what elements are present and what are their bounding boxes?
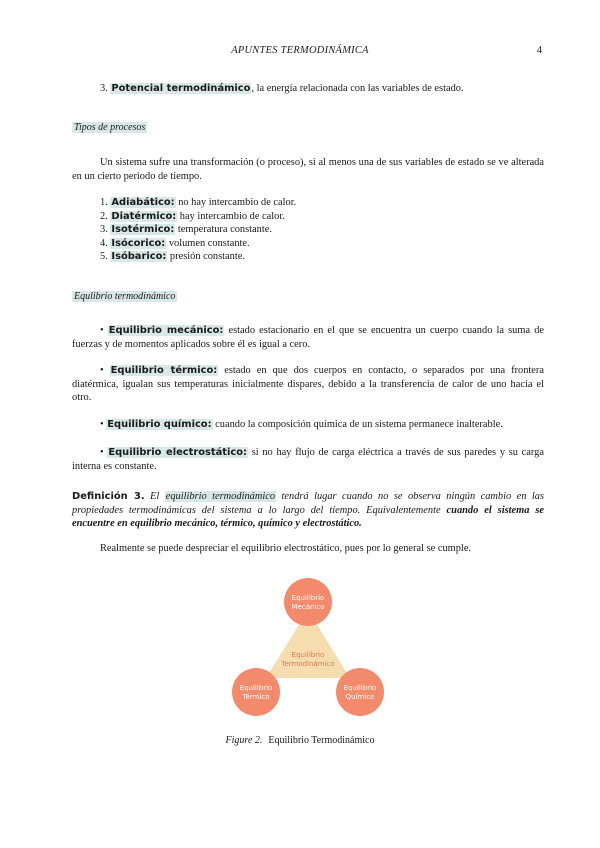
equilibrium-thermal: • Equilibrio térmico: estado en que dos cuerpos en contacto, o separados por una frontera diatérmica, igualan sus temperaturas inicialmente dispares, debido a la transferencia de calor de uno hacia el otro.: [72, 365, 544, 404]
label-center-2: Termodinámico: [281, 660, 335, 668]
item-text: , la energía relacionada con las variables de estado.: [251, 83, 464, 94]
equilibrium-chemical: • Equilibrio químico: cuando la composición química de un sistema permanece inalterable.: [100, 419, 503, 430]
list-item: 2. Diatérmico: hay intercambio de calor.: [100, 210, 285, 222]
label-mechanical-2: Mecánico: [291, 603, 325, 611]
definition-term: equilibrio termodinámico: [165, 491, 276, 502]
label-chemical-2: Químico: [345, 693, 375, 701]
list-item: 5. Isóbarico: presión constante.: [100, 251, 245, 263]
section-heading-equilibrium: [72, 290, 544, 304]
item-potencial: [72, 82, 544, 96]
definition-emphasis: cuando el sistema se encuentre en equilibrio mecánico, térmico, químico y electrostático.: [72, 504, 545, 530]
process-list: [72, 196, 544, 264]
paragraph-transformation: Un sistema sufre una transformación (o proceso), si al menos una de sus variables de estado se ve alterada en un cierto periodo de tiempo.: [72, 157, 544, 182]
page-number: 4: [536, 45, 542, 56]
item-term: Potencial termodinámico: [111, 83, 251, 94]
circle-thermal: [232, 668, 280, 716]
caption-text: Equilibrio Termodinámico: [268, 735, 375, 746]
figure-caption: [0, 734, 600, 748]
definition-3: Definición 3. El equilibrio termodinámico tendrá lugar cuando no se observa ningún cambio en las propiedades termodinámicas del sistema a lo largo del tiempo. Equivalentemente cuando el sistema se encuentre en equilibrio mecánico, térmico, químico y electrostático.: [72, 491, 545, 530]
label-center-1: Equilibrio: [291, 651, 325, 659]
circle-chemical: [336, 668, 384, 716]
caption-label: Figure 2.: [225, 735, 263, 746]
label-mechanical-1: Equilibrio: [291, 594, 325, 602]
section-title: Equlibrio termodinámico: [74, 291, 176, 302]
list-item: 4. Isócorico: volumen constante.: [100, 237, 250, 249]
equilibrium-mechanical: • Equilibrio mecánico: estado estacionario en el que se encuentra un cuerpo cuando la suma de fuerzas y de momentos aplicados sobre él es igual a cero.: [72, 325, 545, 350]
section-heading-processes: [72, 121, 544, 135]
paragraph-electrostatic-note: Realmente se puede despreciar el equilibrio electrostático, pues por lo general se cumple.: [100, 543, 472, 554]
label-thermal-2: Térmico: [242, 693, 270, 701]
circle-mechanical: [284, 578, 332, 626]
equilibrium-diagram: [228, 574, 388, 722]
list-item: 1. Adiabático: no hay intercambio de calor.: [100, 197, 297, 208]
label-chemical-1: Equilibrio: [343, 684, 377, 692]
equilibrium-electrostatic: • Equilibrio electrostático: si no hay flujo de carga eléctrica a través de sus paredes y su carga interna es constante.: [72, 447, 544, 472]
item-number: 3.: [100, 83, 108, 94]
label-thermal-1: Equilibrio: [239, 684, 273, 692]
running-header-title: APUNTES TERMODINÁMICA: [231, 45, 369, 56]
list-item: 3. Isotérmico: temperatura constante.: [100, 224, 272, 236]
section-title: Tipos de procesos: [74, 122, 146, 133]
definition-label: Definición 3.: [72, 491, 145, 502]
